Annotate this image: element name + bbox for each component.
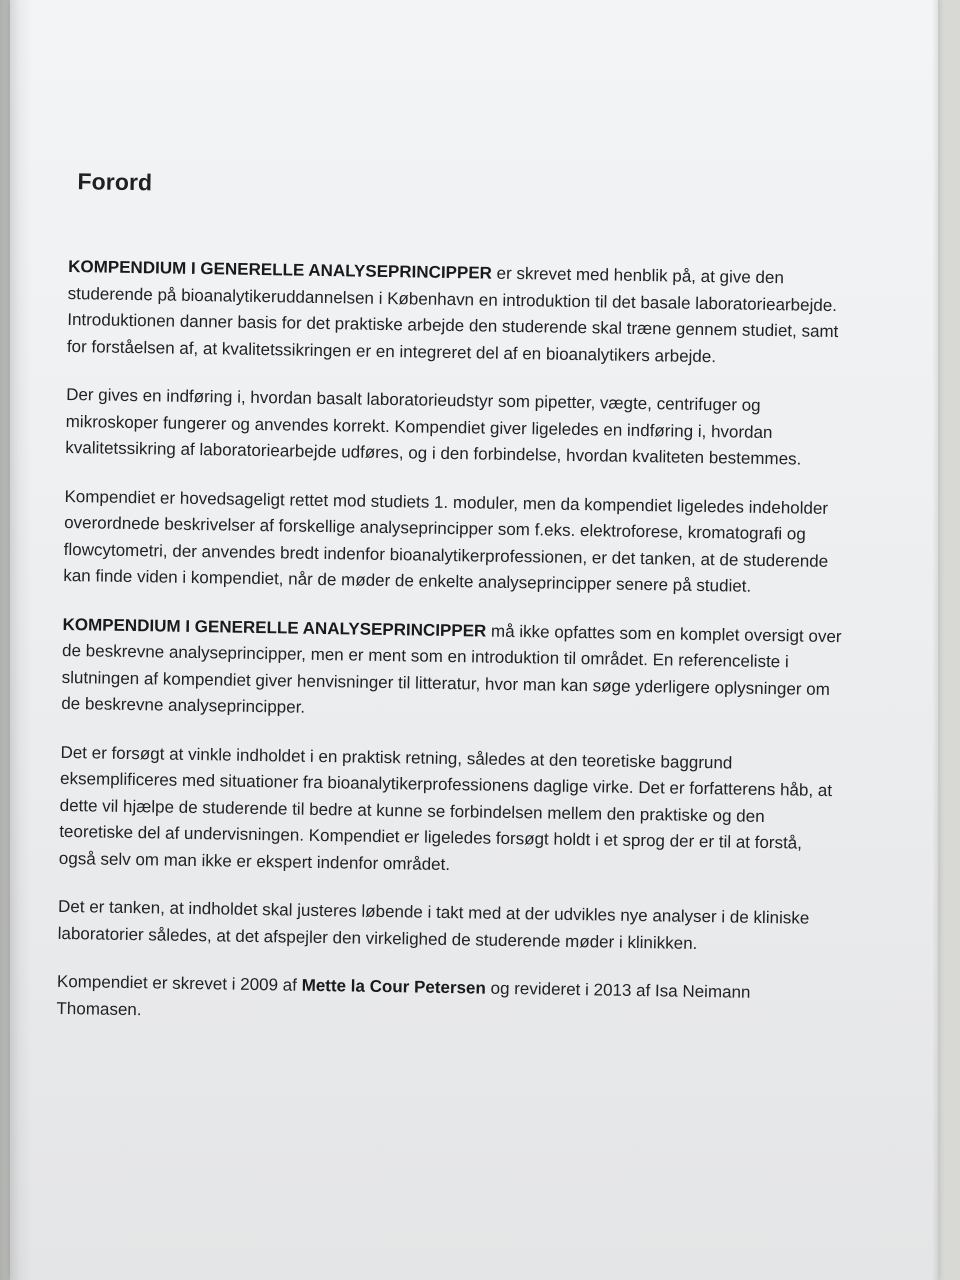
paragraph-modules-text: Kompendiet er hovedsageligt rettet mod studiets 1. moduler, men da kompendiet ligeledes indeholder overordnede beskrivelser af forskellige analyseprincipper som f.eks. elektroforese, kromatografi og flowcytometri, der anvendes bredt indenfor bioanalytikerprofessionen, er det tanken, at de studerende kan finde viden i kompendiet, når de møder de enkelte analyseprincipper senere på studiet.	[63, 486, 829, 596]
paragraph-intro-text: er skrevet med henblik på, at give den studerende på bioanalytikeruddannelsen i København en introduktion til det basale laboratoriearbejde. Introduktionen danner basis for det praktiske arbejde den studerende skal træne gennem studiet, samt for forståelsen af, at kvalitetssikringen er en integreret del af en bioanalytikers arbejde.	[66, 263, 839, 366]
paragraph-updates-text: Det er tanken, at indholdet skal justeres løbende i takt med at der udvikles nye analyser i de kliniske laboratorier således, at det afspejler den virkelighed de studerende møder i klinikken.	[57, 896, 810, 953]
paragraph-modules	[63, 483, 845, 601]
paragraph-equipment	[65, 382, 846, 474]
author-name: Mette la Cour Petersen	[301, 975, 487, 998]
paragraph-authorship-text-after: og revideret i 2013 af Isa Neimann Thomasen.	[56, 978, 751, 1019]
paragraph-practical-text: Det er forsøgt at vinkle indholdet i en praktisk retning, således at den teoretiske baggrund eksemplificeres med situationer fra bioanalytikerprofessionens daglige virke. Det er forfatterens håb, at dette vil hjælpe de studerende til bedre at kunne se forbindelsen mellem den praktiske og den teoretiske del af undervisningen. Kompendiet er ligeledes forsøgt holdt i et sprog der er til at forstå, også selv om man ikke er ekspert indenfor området.	[58, 742, 833, 874]
paragraph-intro	[67, 254, 849, 372]
paragraph-updates	[57, 894, 838, 959]
paragraph-scope-text: må ikke opfattes som en komplet oversigt over de beskrevne analyseprincipper, men er ment som en introduktion til området. En referenceliste i slutningen af kompendiet giver henvisninger til litteratur, hvor man kan søge yderligere oplysninger om de beskrevne analyseprincipper.	[61, 621, 842, 717]
paragraph-intro-bold-title: KOMPENDIUM I GENERELLE ANALYSEPRINCIPPER	[68, 256, 493, 283]
paragraph-scope-bold-title: KOMPENDIUM I GENERELLE ANALYSEPRINCIPPER	[62, 614, 487, 641]
document-page	[10, 0, 939, 1280]
paragraph-equipment-text: Der gives en indføring i, hvordan basalt laboratorieudstyr som pipetter, vægte, centrifuger og mikroskoper fungerer og anvendes korrekt. Kompendiet giver ligeledes en indføring i, hvordan kvalitetssikring af laboratoriearbejde udføres, og i den forbindelse, hvordan kvaliteten bestemmes.	[65, 384, 802, 469]
page-left-edge	[10, 0, 32, 1280]
paragraph-practical	[59, 739, 841, 884]
paragraph-authorship	[56, 969, 837, 1034]
paragraph-scope	[61, 611, 843, 729]
page-content	[56, 150, 850, 1034]
paragraph-authorship-text-before: Kompendiet er skrevet i 2009 af	[56, 971, 302, 995]
page-title: Forord	[77, 168, 153, 196]
page-right-edge	[932, 0, 938, 1280]
